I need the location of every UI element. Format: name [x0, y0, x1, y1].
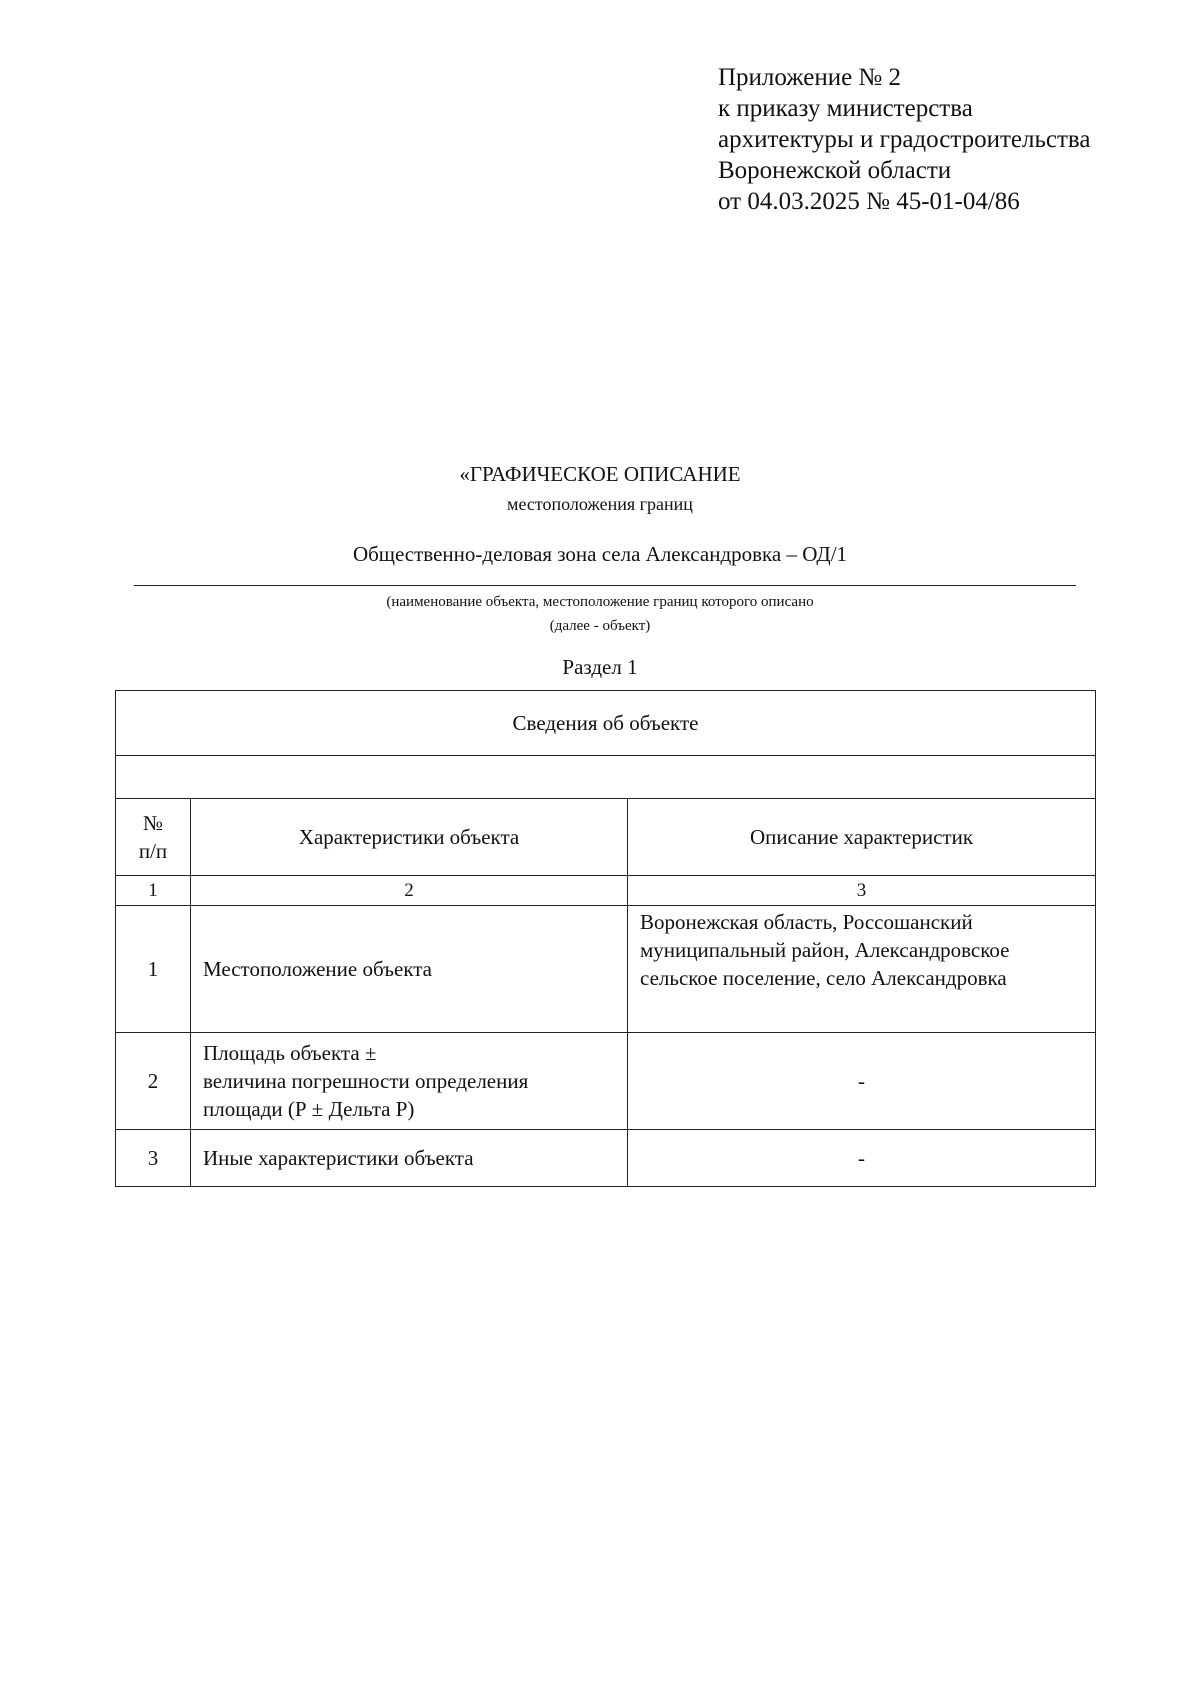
- row-characteristic: Местоположение объекта: [191, 906, 628, 1033]
- row-number: 3: [116, 1130, 191, 1187]
- header-num-line: №: [142, 811, 164, 835]
- description-line: сельское поселение, село Александровка: [640, 966, 1007, 990]
- caption-line: (далее - объект): [549, 618, 651, 634]
- row-description: -: [628, 1130, 1096, 1187]
- object-info-table: [115, 690, 1096, 1187]
- appendix-reference: [718, 62, 1090, 217]
- appendix-line: Приложение № 2: [718, 64, 902, 91]
- header-num-line: п/п: [138, 839, 168, 863]
- section-label: Раздел 1: [562, 655, 638, 679]
- description-line: Воронежская область, Россошанский: [640, 910, 973, 934]
- table-row: [116, 1130, 1096, 1187]
- appendix-line: от 04.03.2025 № 45-01-04/86: [718, 188, 1020, 215]
- table-row: [116, 906, 1096, 1033]
- blank-cell: [116, 756, 1096, 799]
- table-blank-row: [116, 756, 1096, 799]
- table-title-row: [116, 691, 1096, 756]
- appendix-line: архитектуры и градостроительства: [718, 126, 1091, 153]
- row-description: [628, 906, 1096, 1033]
- object-name: Общественно-деловая зона села Александровка – ОД/1: [352, 542, 848, 566]
- column-number: 2: [191, 876, 628, 906]
- column-number: 1: [116, 876, 191, 906]
- description-line: муниципальный район, Александровское: [640, 938, 1010, 962]
- row-characteristic: [191, 1033, 628, 1130]
- column-number: 3: [628, 876, 1096, 906]
- row-description: -: [628, 1033, 1096, 1130]
- document-title: «ГРАФИЧЕСКОЕ ОПИСАНИЕ: [459, 462, 741, 486]
- object-name-caption: [0, 590, 1200, 638]
- row-characteristic: Иные характеристики объекта: [191, 1130, 628, 1187]
- characteristic-line: площади (Р ± Дельта Р): [203, 1097, 415, 1121]
- caption-line: (наименование объекта, местоположение границ которого описано: [386, 594, 814, 610]
- table-header-row: [116, 799, 1096, 876]
- document-subtitle: местоположения границ: [507, 494, 693, 514]
- characteristic-line: Площадь объекта ±: [203, 1041, 377, 1065]
- header-num: [116, 799, 191, 876]
- appendix-line: Воронежской области: [718, 157, 952, 184]
- characteristic-line: величина погрешности определения: [203, 1069, 529, 1093]
- header-description: Описание характеристик: [628, 799, 1096, 876]
- row-number: 2: [116, 1033, 191, 1130]
- appendix-line: к приказу министерства: [718, 95, 973, 122]
- column-numbers-row: [116, 876, 1096, 906]
- header-characteristics: Характеристики объекта: [191, 799, 628, 876]
- table-row: [116, 1033, 1096, 1130]
- row-number: 1: [116, 906, 191, 1033]
- object-name-underline: [134, 585, 1076, 586]
- table-title: Сведения об объекте: [116, 691, 1096, 756]
